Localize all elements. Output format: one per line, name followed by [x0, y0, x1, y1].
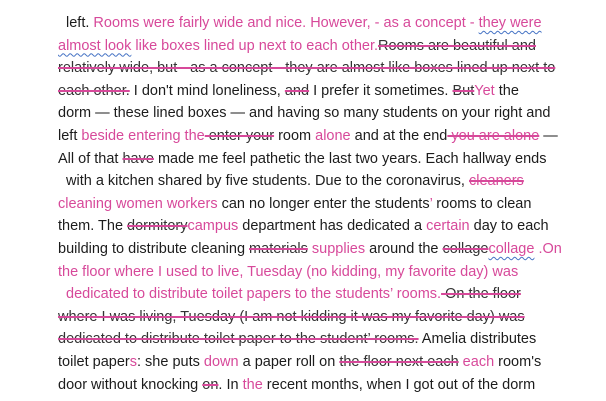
text-line: [58, 351, 598, 374]
body-text: door without knocking: [58, 376, 203, 393]
deleted-text: materials: [249, 240, 308, 257]
body-text: with a kitchen shared by five students. Due to the coronavirus,: [66, 173, 469, 190]
deleted-text: relatively wide, but - as a concept - they are almost like boxes lined up next to: [58, 60, 556, 77]
text-line: [58, 215, 598, 238]
text-line: [58, 238, 598, 261]
inserted-text: collage: [488, 240, 535, 257]
body-text: building to distribute cleaning: [58, 240, 250, 257]
body-text: toilet paper: [58, 353, 130, 370]
body-text: : she puts: [137, 353, 204, 370]
inserted-text: the floor where I used to live, Tuesday (no kidding, my favorite day) was: [58, 263, 519, 280]
deleted-text: where I was living, Tuesday (I am not kidding it was my favorite day) was: [58, 308, 525, 325]
inserted-text: alone: [315, 127, 351, 144]
body-text: department has dedicated a: [238, 218, 427, 235]
inserted-text: each: [458, 353, 495, 370]
deleted-text: each other.: [58, 82, 130, 99]
deleted-text: enter your: [204, 127, 275, 144]
body-text: can no longer enter the students: [217, 195, 430, 212]
body-text: left: [58, 127, 82, 144]
body-text: Amelia distributes: [418, 331, 537, 348]
text-line: [58, 125, 598, 148]
body-text: room's: [494, 353, 542, 370]
inserted-text: almost look: [58, 37, 132, 54]
deleted-text: the floor next each: [339, 353, 459, 370]
text-line: [58, 306, 598, 329]
text-line: [58, 283, 598, 306]
inserted-text: Rooms were fairly wide and nice. However, - as a concept -: [93, 15, 479, 31]
text-line: [58, 148, 598, 171]
deleted-text: you are alone: [447, 127, 540, 144]
inserted-text: down: [203, 353, 239, 370]
text-line: [58, 261, 598, 284]
body-text: the: [494, 82, 519, 99]
deleted-text: On the floor: [441, 286, 521, 303]
deleted-text: dormitory: [127, 218, 188, 235]
deleted-text: on: [202, 376, 219, 393]
text-line: [58, 12, 598, 35]
deleted-text: cleaners: [469, 173, 524, 190]
body-text: dorm — these lined boxes — and having so many students on your right and: [58, 105, 551, 122]
text-line: [58, 102, 598, 125]
body-text: . In: [218, 376, 243, 393]
document-body[interactable]: [58, 12, 598, 396]
text-line: [58, 374, 598, 397]
body-text: rooms to clean: [432, 195, 532, 212]
inserted-text: s: [129, 353, 137, 370]
text-line: [58, 80, 598, 103]
inserted-text: the: [242, 376, 263, 393]
text-line: [58, 57, 598, 80]
body-text: around the: [365, 240, 443, 257]
deleted-text: Rooms are beautiful and: [378, 37, 537, 54]
body-text: them. The: [58, 218, 128, 235]
deleted-text: and: [284, 82, 310, 99]
inserted-text: they were: [478, 15, 542, 31]
deleted-text: But: [452, 82, 475, 99]
body-text: room: [274, 127, 316, 144]
text-line: [58, 328, 598, 351]
inserted-text: campus: [187, 218, 239, 235]
inserted-text: ’: [429, 195, 433, 212]
text-line: [58, 35, 598, 58]
text-line: [58, 170, 598, 193]
body-text: and at the end: [350, 127, 448, 144]
inserted-text: certain: [426, 218, 470, 235]
body-text: left.: [66, 15, 94, 31]
body-text: a paper roll on: [238, 353, 340, 370]
inserted-text: Yet: [474, 82, 495, 99]
body-text: I don't mind loneliness,: [129, 82, 285, 99]
deleted-text: dedicated to distribute toilet paper to the student’ rooms.: [58, 331, 419, 348]
body-text: day to each: [469, 218, 549, 235]
inserted-text: supplies: [307, 240, 366, 257]
inserted-text: dedicated to distribute toilet papers to the students’ rooms.: [66, 286, 442, 303]
body-text: made me feel pathetic the last two years. Each hallway ends: [153, 150, 547, 167]
deleted-text: have: [122, 150, 154, 167]
inserted-text: like boxes lined up next to each other.: [131, 37, 379, 54]
deleted-text: collage: [442, 240, 489, 257]
text-line: [58, 193, 598, 216]
body-text: recent months, when I got out of the dorm: [262, 376, 536, 393]
body-text: —: [539, 127, 558, 144]
body-text: All of that: [58, 150, 123, 167]
inserted-text: .On: [534, 240, 562, 257]
inserted-text: beside entering the: [81, 127, 205, 144]
body-text: I prefer it sometimes.: [309, 82, 453, 99]
inserted-text: cleaning women workers: [58, 195, 218, 212]
